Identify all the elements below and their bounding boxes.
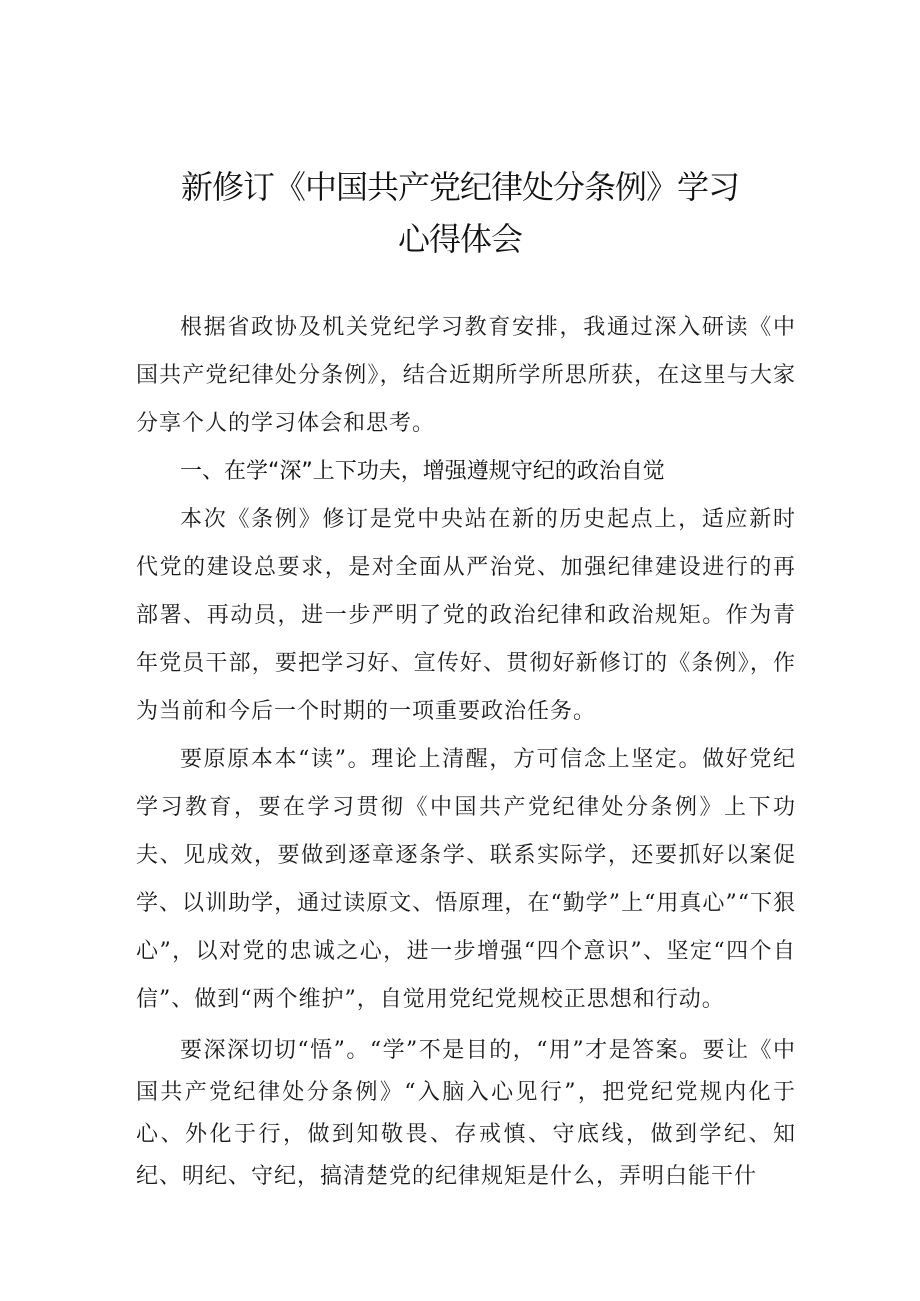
paragraph-intro: 根据省政协及机关党纪学习教育安排，我通过深入研读《中国共产党纪律处分条例》，结合近期所学所思所获，在这里与大家分享个人的学习体会和思考。 [136, 315, 796, 436]
document-title-line-2: 心得体会 [397, 220, 522, 258]
paragraph-revision: 本次《条例》修订是党中央站在新的历史起点上，适应新时代党的建设总要求，是对全面从严治党、加强纪律建设进行的再部署、再动员，进一步严明了党的政治纪律和政治规矩。作为青年党员干部，要把学习好、宣传好、贯彻好新修订的《条例》，作为当前和今后一个时期的一项重要政治任务。 [136, 507, 796, 724]
section-heading-1: 一、在学“深”上下功夫，增强遵规守纪的政治自觉 [180, 459, 665, 484]
paragraph-understand: 要深深切切“悟”。“学”不是目的，“用”才是答案。要让《中国共产党纪律处分条例》“入脑入心见行”，把党纪党规内化于心、外化于行，做到知敬畏、存戒慎、守底线，做到学纪、知纪、明纪、守纪，搞清楚党的纪律规矩是什么，弄明白能干什 [136, 1038, 796, 1189]
document-title-line-1: 新修订《中国共产党纪律处分条例》学习 [180, 168, 739, 206]
paragraph-read: 要原原本本“读”。理论上清醒，方可信念上坚定。做好党纪学习教育，要在学习贯彻《中国共产党纪律处分条例》上下功夫、见成效，要做到逐章逐条学、联系实际学，还要抓好以案促学、以训助学，通过读原文、悟原理，在“勤学”上“用真心”“下狠心”，以对党的忠诚之心，进一步增强“四个意识”、坚定“四个自信”、做到“两个维护”，自觉用党纪党规校正思想和行动。 [136, 747, 796, 1012]
